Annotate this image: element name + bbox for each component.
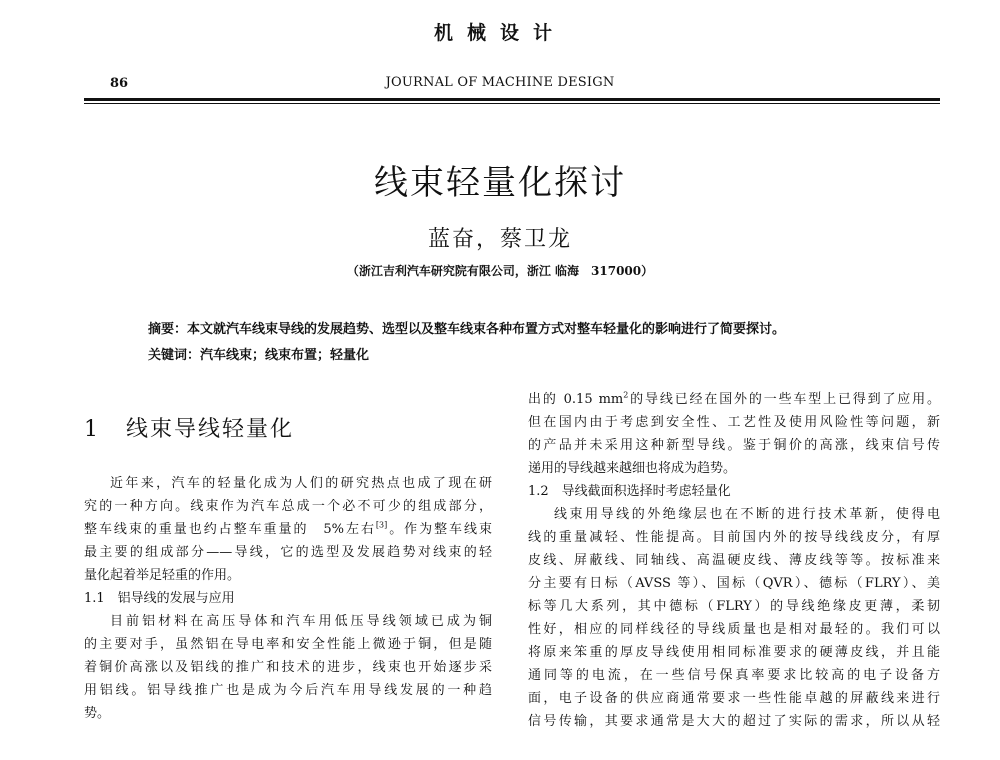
body-text: 。作为整车线束 bbox=[387, 522, 492, 537]
right-column bbox=[528, 388, 940, 733]
body-line: 势。 bbox=[84, 706, 111, 721]
body-text: 的导线已经在国外的一些车型上已得到了应用。 bbox=[628, 392, 940, 407]
section-number: 1 bbox=[84, 417, 100, 442]
keywords bbox=[148, 344, 369, 363]
body-text: 出的 0.15 mm bbox=[528, 392, 624, 407]
header-rule-thick bbox=[84, 98, 940, 101]
subsection-heading-1-1: 1.1 铝导线的发展与应用 bbox=[84, 591, 235, 606]
body-line-with-citation bbox=[84, 518, 492, 541]
body-line: 通同等的电流，在一些信号保真率要求比较高的电子设备方 bbox=[528, 668, 940, 683]
body-line: 递用的导线越来越细也将成为趋势。 bbox=[528, 461, 737, 476]
journal-title-en: JOURNAL OF MACHINE DESIGN bbox=[385, 75, 615, 90]
keywords-text: 汽车线束；线束布置；轻量化 bbox=[200, 348, 370, 363]
article-affiliation: （浙江吉利汽车研究院有限公司，浙江 临海 317000） bbox=[346, 264, 654, 278]
body-line: 面，电子设备的供应商通常要求一些性能卓越的屏蔽线来进行 bbox=[528, 691, 940, 706]
body-line: 着铜价高涨以及铝线的推广和技术的进步，线束也开始逐步采 bbox=[84, 660, 492, 675]
body-line: 的产品并未采用这种新型导线。鉴于铜价的高涨，线束信号传 bbox=[528, 438, 940, 453]
superscript: 2 bbox=[623, 390, 629, 400]
abstract-text: 本文就汽车线束导线的发展趋势、选型以及整车线束各种布置方式对整车轻量化的影响进行了简要探讨。 bbox=[187, 322, 786, 337]
abstract-label: 摘要： bbox=[148, 322, 188, 337]
subsection-heading-1-2: 1.2 导线截面积选择时考虑轻量化 bbox=[528, 484, 731, 499]
body-line: 线的重量减轻、性能提高。目前国内外的按导线线皮分，有厚 bbox=[528, 530, 940, 545]
article-authors: 蓝奋，蔡卫龙 bbox=[427, 227, 572, 252]
article-title: 线束轻量化探讨 bbox=[374, 163, 626, 203]
body-line: 皮线、屏蔽线、同轴线、高温硬皮线、薄皮线等等。按标准来 bbox=[528, 553, 940, 568]
keywords-label: 关键词： bbox=[148, 348, 201, 363]
section-title: 线束导线轻量化 bbox=[126, 417, 295, 442]
body-line: 的主要对手，虽然铝在导电率和安全性能上微逊于铜，但是随 bbox=[84, 637, 492, 652]
body-line: 近年来，汽车的轻量化成为人们的研究热点也成了现在研 bbox=[110, 476, 492, 491]
body-line: 标等几大系列，其中德标（FLRY）的导线绝缘皮更薄，柔韧 bbox=[528, 599, 940, 614]
page-number: 86 bbox=[110, 76, 129, 91]
body-line: 将原来笨重的厚皮导线使用相同标准要求的硬薄皮线，并且能 bbox=[528, 645, 940, 660]
body-line-with-superscript bbox=[528, 388, 940, 411]
body-line: 最主要的组成部分——导线，它的选型及发展趋势对线束的轻 bbox=[84, 545, 492, 560]
body-line: 但在国内由于考虑到安全性、工艺性及使用风险性等问题，新 bbox=[528, 415, 940, 430]
body-text: 整车线束的重量也约占整车重量的 5%左右 bbox=[84, 522, 376, 537]
body-line: 目前铝材料在高压导体和汽车用低压导线领域已成为铜 bbox=[110, 614, 492, 629]
abstract bbox=[148, 318, 785, 337]
body-line: 性好，相应的同样线径的导线质量也是相对最轻的。我们可以 bbox=[528, 622, 940, 637]
journal-title-cn: 机械设计 bbox=[433, 22, 566, 44]
citation-ref: [3] bbox=[375, 520, 388, 530]
left-column bbox=[84, 472, 492, 725]
body-line: 分主要有日标（AVSS 等）、国标（QVR）、德标（FLRY）、美 bbox=[528, 576, 940, 591]
body-line: 量化起着举足轻重的作用。 bbox=[84, 568, 241, 583]
body-line: 用铝线。铝导线推广也是成为今后汽车用导线发展的一种趋 bbox=[84, 683, 492, 698]
header-rule-thin bbox=[84, 103, 940, 104]
section-heading-1 bbox=[84, 412, 294, 443]
body-line: 信号传输，其要求通常是大大的超过了实际的需求，所以从轻 bbox=[528, 714, 940, 729]
body-line: 究的一种方向。线束作为汽车总成一个必不可少的组成部分， bbox=[84, 499, 492, 514]
body-line: 线束用导线的外绝缘层也在不断的进行技术革新，使得电 bbox=[554, 507, 940, 522]
